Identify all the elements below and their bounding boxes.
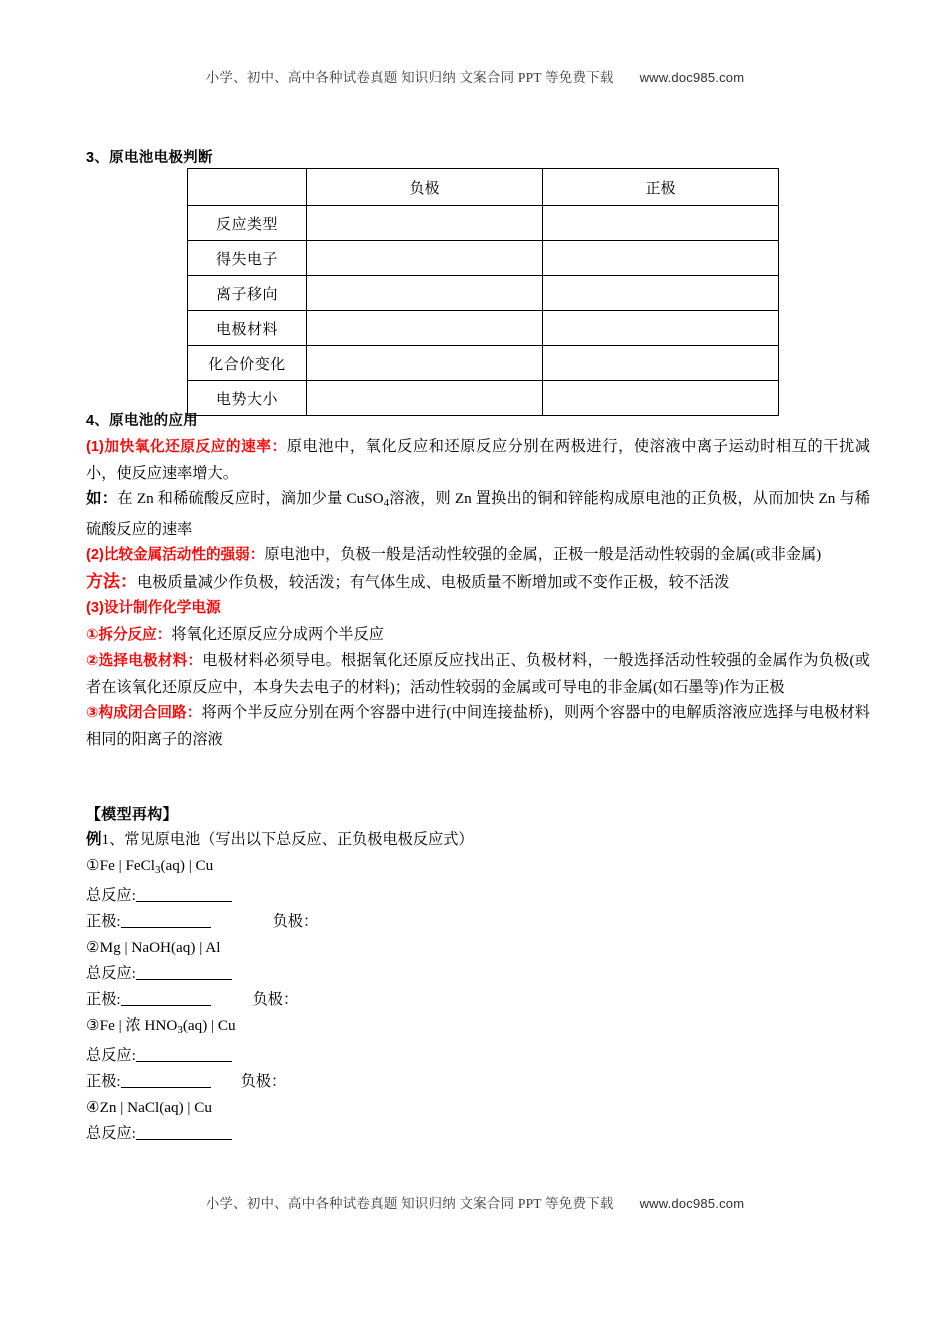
design-step-1 <box>86 622 870 649</box>
design-step-3 <box>86 700 870 752</box>
cell-formula-pre: Fe | 浓 HNO <box>99 1017 178 1035</box>
cell-formula-subscript: 3 <box>177 1024 183 1037</box>
application-item-3 <box>86 595 870 622</box>
cell-marker: ④ <box>86 1099 100 1117</box>
electrode-judgement-table <box>187 168 779 416</box>
positive-electrode-blank[interactable] <box>121 990 211 1006</box>
section-4-title: 4、原电池的应用 <box>86 413 198 429</box>
positive-electrode-blank[interactable] <box>121 1072 211 1088</box>
cell-formula-post: (aq) | Cu <box>182 1017 236 1035</box>
cell-formula-pre: Fe | FeCl <box>99 857 155 874</box>
answer-cell-positive[interactable] <box>543 241 779 276</box>
answer-cell-positive[interactable] <box>543 311 779 346</box>
design-step-2-label: ②选择电极材料： <box>86 653 203 670</box>
application-item-1-label: (1)加快氧化还原反应的速率： <box>86 439 287 455</box>
running-header-site: www.doc985.com <box>639 70 745 85</box>
running-footer <box>0 1192 950 1212</box>
answer-cell-positive[interactable] <box>543 206 779 241</box>
galvanic-cell-4-formula <box>86 1095 870 1121</box>
galvanic-cell-3-total-reaction <box>86 1043 870 1069</box>
application-item-2-label: (2)比较金属活动性的强弱： <box>86 547 265 564</box>
application-method-label: 方法： <box>86 571 137 591</box>
negative-electrode-label: 负极： <box>272 913 319 931</box>
table-corner-cell <box>188 169 307 206</box>
cell-marker: ① <box>86 857 100 874</box>
galvanic-cell-4-total-reaction <box>86 1121 870 1147</box>
galvanic-cell-3-formula <box>86 1013 870 1043</box>
positive-electrode-label: 正极: <box>86 991 121 1009</box>
cell-formula-pre: Mg | NaOH(aq) | Al <box>99 939 221 957</box>
application-example <box>86 486 870 542</box>
table-row <box>188 241 779 276</box>
answer-cell-positive[interactable] <box>543 346 779 381</box>
positive-electrode-blank[interactable] <box>121 912 211 928</box>
application-example-label: 如： <box>86 490 118 507</box>
application-example-part1: 在 Zn 和稀硫酸反应时，滴加少量 CuSO <box>117 490 384 507</box>
cell-formula-subscript: 3 <box>154 864 161 877</box>
section-3-title: 3、原电池电极判断 <box>86 150 213 166</box>
answer-cell-negative[interactable] <box>307 241 543 276</box>
cell-marker: ② <box>86 939 100 957</box>
row-header-valence-change: 化合价变化 <box>188 346 307 381</box>
running-header-text: 小学、初中、高中各种试卷真题 知识归纳 文案合同 PPT 等免费下载 <box>205 70 614 85</box>
answer-cell-negative[interactable] <box>307 311 543 346</box>
model-example-title <box>86 827 870 853</box>
design-step-3-label: ③构成闭合回路： <box>86 705 202 722</box>
table-row <box>188 206 779 241</box>
total-reaction-blank[interactable] <box>136 964 232 980</box>
application-example-part2: 溶液，则 Zn 置换出的铜和锌能构成原电池的正负极，从而加快 Zn 与稀硫酸反应的速率 <box>86 490 870 538</box>
design-step-1-label: ①拆分反应： <box>86 626 172 643</box>
negative-electrode-label: 负极： <box>240 1073 287 1091</box>
galvanic-cell-1-total-reaction <box>86 883 870 909</box>
galvanic-cell-1-electrodes <box>86 909 870 935</box>
cell-formula-pre: Zn | NaCl(aq) | Cu <box>99 1099 212 1117</box>
total-reaction-blank[interactable] <box>136 886 232 902</box>
total-reaction-label: 总反应: <box>86 1047 136 1065</box>
application-item-2-body: 原电池中，负极一般是活动性较强的金属，正极一般是活动性较弱的金属(或非金属) <box>264 546 822 564</box>
table-row <box>188 311 779 346</box>
galvanic-cell-2-electrodes <box>86 987 870 1013</box>
application-method-body: 电极质量减少作负极，较活泼；有气体生成、电极质量不断增加或不变作正极，较不活泼 <box>137 573 730 591</box>
application-item-3-label: (3)设计制作化学电源 <box>86 600 221 617</box>
answer-cell-negative[interactable] <box>307 346 543 381</box>
electrode-table-wrapper <box>187 168 779 416</box>
design-step-2-body: 电极材料必须导电。根据氧化还原反应找出正、负极材料，一般选择活动性较强的金属作为负极(或者在该氧化还原反应中，本身失去电子的材料)；活动性较弱的金属或可导电的非金属(如石墨等)作为正极 <box>86 652 870 696</box>
total-reaction-label: 总反应: <box>86 1125 136 1143</box>
column-header-positive: 正极 <box>543 169 779 206</box>
galvanic-cell-2-formula <box>86 935 870 961</box>
total-reaction-label: 总反应: <box>86 887 136 905</box>
row-header-ion-migration: 离子移向 <box>188 276 307 311</box>
model-example-title-marker: 例 <box>86 831 102 848</box>
negative-electrode-label: 负极： <box>252 991 299 1009</box>
answer-cell-negative[interactable] <box>307 206 543 241</box>
application-method <box>86 569 870 596</box>
application-item-2 <box>86 542 870 569</box>
cell-formula-post: (aq) | Cu <box>160 857 214 874</box>
model-example-title-text: 1、常见原电池（写出以下总反应、正负极电极反应式） <box>101 831 474 848</box>
galvanic-cell-2-total-reaction <box>86 961 870 987</box>
application-example-subscript: 4 <box>383 497 390 510</box>
design-step-2 <box>86 648 870 700</box>
positive-electrode-label: 正极: <box>86 913 121 931</box>
row-header-potential: 电势大小 <box>188 381 307 416</box>
total-reaction-blank[interactable] <box>136 1124 232 1140</box>
running-footer-text: 小学、初中、高中各种试卷真题 知识归纳 文案合同 PPT 等免费下载 <box>205 1196 614 1211</box>
table-row <box>188 276 779 311</box>
galvanic-cell-1-formula <box>86 853 870 883</box>
design-step-1-body: 将氧化还原反应分成两个半反应 <box>171 625 384 643</box>
table-row <box>188 346 779 381</box>
application-item-1-body: 原电池中，氧化反应和还原反应分别在两极进行，使溶液中离子运动时相互的干扰减小，使反应速率增大。 <box>86 438 870 482</box>
row-header-electrode-material: 电极材料 <box>188 311 307 346</box>
total-reaction-label: 总反应: <box>86 965 136 983</box>
design-step-3-body: 将两个半反应分别在两个容器中进行(中间连接盐桥)，则两个容器中的电解质溶液应选择与电极材料相同的阳离子的溶液 <box>86 704 870 748</box>
galvanic-cell-3-electrodes <box>86 1069 870 1095</box>
application-item-1 <box>86 434 870 486</box>
positive-electrode-label: 正极: <box>86 1073 121 1091</box>
column-header-negative: 负极 <box>307 169 543 206</box>
running-footer-site: www.doc985.com <box>639 1196 745 1211</box>
answer-cell-positive[interactable] <box>543 276 779 311</box>
model-section-heading: 【模型再构】 <box>86 806 178 823</box>
running-header <box>0 66 950 86</box>
row-header-reaction-type: 反应类型 <box>188 206 307 241</box>
total-reaction-blank[interactable] <box>136 1046 232 1062</box>
cell-marker: ③ <box>86 1017 100 1035</box>
row-header-electron-transfer: 得失电子 <box>188 241 307 276</box>
table-header-row <box>188 169 779 206</box>
answer-cell-negative[interactable] <box>307 276 543 311</box>
